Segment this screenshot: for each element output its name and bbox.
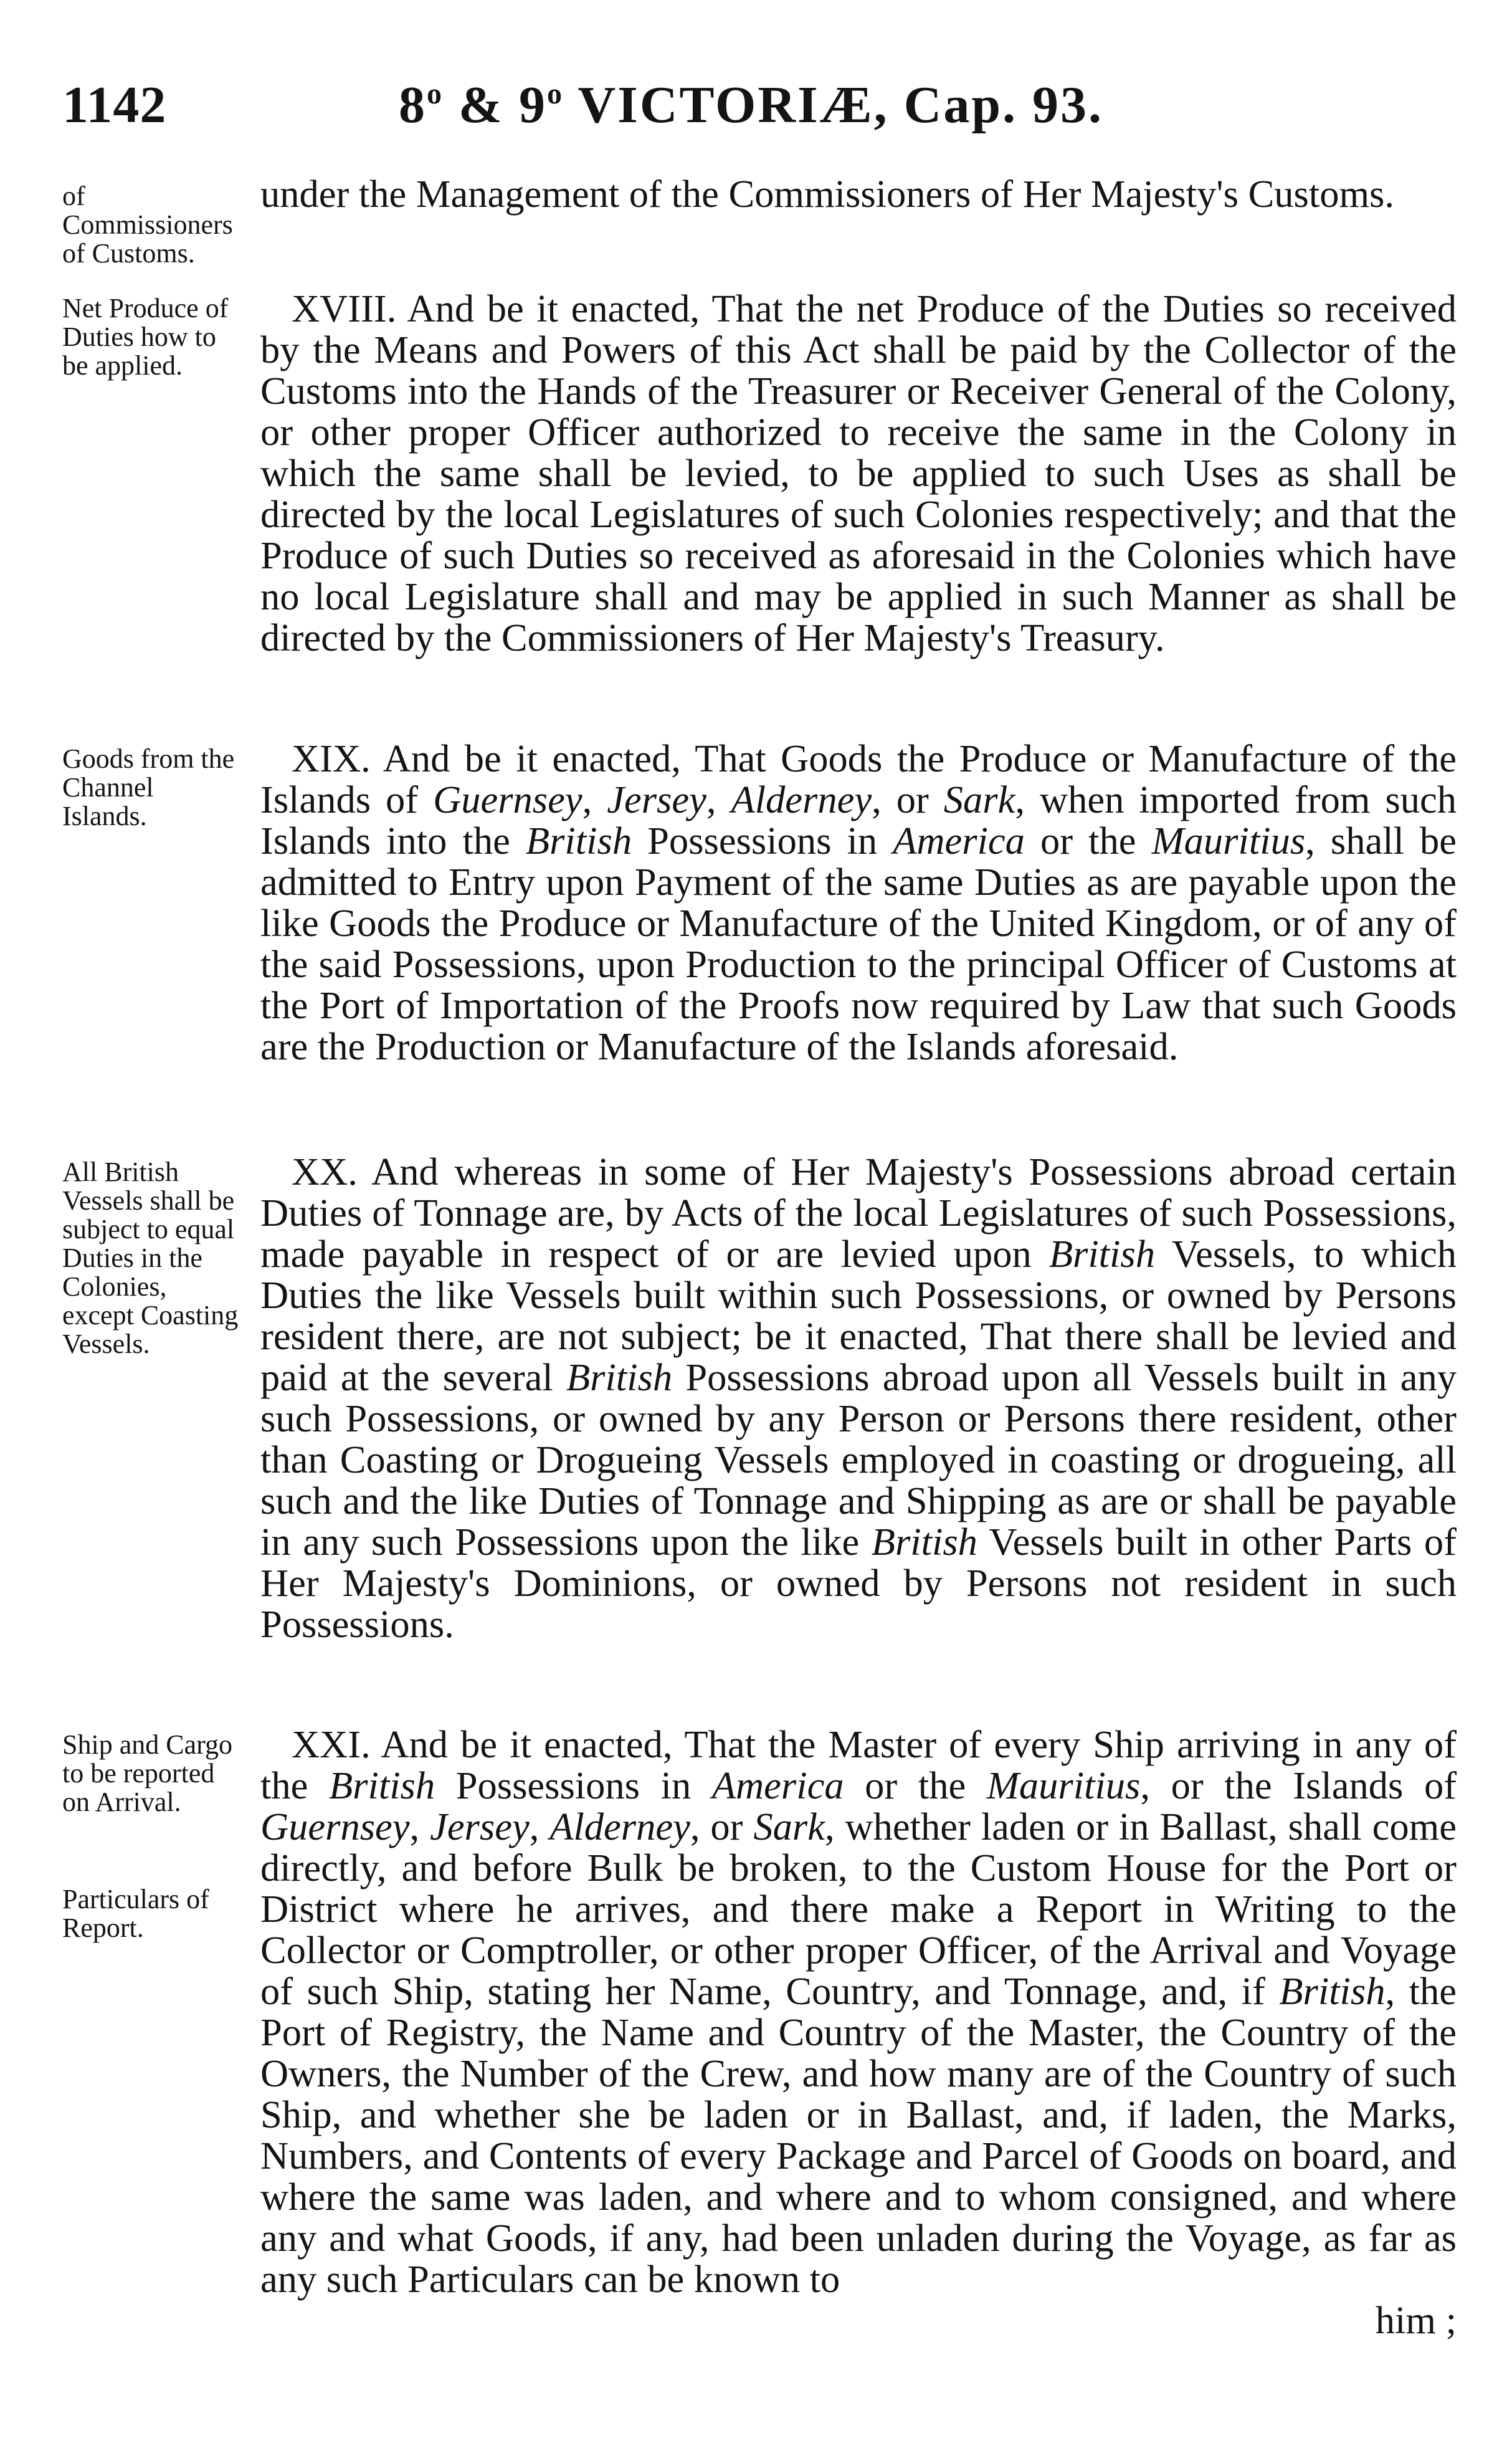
margin-note-british-vessels: All British Vessels shall be subject to equal Duties in the Colonies, except Coasting Vessels. (62, 1157, 239, 1359)
text-run: him ; (1375, 2298, 1457, 2342)
italic-run: Guernsey (260, 1805, 410, 1848)
italic-run: Sark (753, 1805, 825, 1848)
regnal-year-b-sup: o (546, 77, 564, 110)
section-paragraph (260, 288, 1457, 658)
italic-run: Jersey (607, 778, 706, 821)
italic-run: British (871, 1520, 977, 1564)
italic-run: America (711, 1764, 844, 1807)
italic-run: Jersey (430, 1805, 530, 1848)
regnal-year-a-sup: o (427, 77, 444, 110)
text-run: , whether laden or in Ballast, shall come directly, and before Bulk be broken, to the Custom House for the Port or District where he arrives, and there make a Report in Writing to the Collector or Comptroller, or other proper Officer, of the Arrival and Voyage of such Ship, stating her Name, Country, and Tonnage, and, if (260, 1805, 1457, 2013)
page-number: 1142 (62, 76, 167, 134)
text-run: , when imported from such Islands into the (260, 778, 1457, 862)
text-run: Possessions abroad upon all Vessels built in any such Possessions, or owned by any Person or Persons there resident, other than Coasting or Drogueing Vessels employed in coasting or drogueing, all such and the like Duties of Tonnage and Shipping as are or shall be payable in any such Possessions upon the like (260, 1355, 1457, 1564)
margin-note-commissioners: of Commissioners of Customs. (62, 181, 233, 269)
section-paragraph (260, 738, 1457, 1067)
italic-run: British (328, 1764, 435, 1807)
text-run: Possessions in (632, 819, 893, 862)
text-run: , or (690, 1805, 754, 1848)
section-paragraph (260, 1724, 1457, 2300)
margin-note-ship-report: Ship and Cargo to be reported on Arrival. (62, 1729, 232, 1817)
text-run: or the (844, 1764, 987, 1807)
section-xx (260, 1151, 1457, 1645)
regnal-year-b: 9 (518, 76, 547, 134)
text-run: Vessels built in other Parts of Her Majesty's Dominions, or owned by Persons not resident in such Possessions. (260, 1520, 1457, 1646)
italic-run: British (1048, 1232, 1155, 1276)
italic-run: Mauritius (986, 1764, 1141, 1807)
section-xxi (260, 1724, 1457, 2341)
section-continuation (260, 173, 1457, 214)
text-run: XX. And whereas in some of Her Majesty's Possessions abroad certain Duties of Tonnage are, by Acts of the local Legislatures of such Possessions, made payable in respect of or are levied upon (260, 1150, 1457, 1276)
italic-run: British (566, 1355, 673, 1399)
section-last-line (260, 2300, 1457, 2341)
margin-note-channel-islands: Goods from the Channel Islands. (62, 743, 235, 831)
running-title (399, 75, 1103, 135)
text-run: or the (1024, 819, 1152, 862)
text-run: Possessions in (435, 1764, 712, 1807)
italic-run: Guernsey (433, 778, 582, 821)
text-run: XXI. And be it enacted, That the Master of every Ship arriving in any of the (260, 1722, 1457, 1807)
text-run: , (706, 778, 731, 821)
text-run: , (409, 1805, 430, 1848)
margin-note-particulars: Particulars of Report. (62, 1884, 209, 1943)
act-title: VICTORIÆ, Cap. 93. (578, 76, 1104, 134)
italic-run: Mauritius (1151, 819, 1306, 862)
text-run: , or (872, 778, 944, 821)
text-run: , the Port of Registry, the Name and Country of the Master, the Country of the Owners, the Number of the Crew, and how many are of the Country of such Ship, and whether she be laden or in Ballast, and, if laden, the Marks, Numbers, and Contents of every Package and Parcel of Goods on board, and where the same was laden, and where and to whom consigned, and where any and what Goods, if any, had been unladen during the Voyage, as far as any such Particulars can be known to (260, 1969, 1457, 2301)
section-xviii (260, 288, 1457, 658)
italic-run: British (1279, 1969, 1386, 2013)
italic-run: Sark (943, 778, 1015, 821)
section-paragraph (260, 1151, 1457, 1645)
margin-note-net-produce: Net Produce of Duties how to be applied. (62, 293, 229, 381)
ampersand: & (459, 76, 504, 134)
text-run: XIX. And be it enacted, That Goods the Produce or Manufacture of the Islands of (260, 737, 1457, 821)
text-run: , or the Islands of (1140, 1764, 1457, 1807)
italic-run: Alderney (731, 778, 872, 821)
section-paragraph: under the Management of the Commissioners of Her Majesty's Customs. (260, 172, 1395, 216)
italic-run: Alderney (549, 1805, 690, 1848)
text-run: Vessels, to which Duties the like Vessels built within such Possessions, or owned by Persons resident there, are not subject; be it enacted, That there shall be levied and paid at the several (260, 1232, 1457, 1399)
text-run: , (529, 1805, 550, 1848)
italic-run: British (525, 819, 632, 862)
italic-run: America (893, 819, 1025, 862)
text-run: , (582, 778, 607, 821)
section-xix (260, 738, 1457, 1067)
regnal-year-a: 8 (399, 76, 427, 134)
section-text: XVIII. And be it enacted, That the net Produce of the Duties so received by the Means and Powers of this Act shall be paid by the Collector of the Customs into the Hands of the Treasurer or Receiver General of the Colony, or other proper Officer authorized to receive the same in the Colony in which the same shall be levied, to be applied to such Uses as shall be directed by the local Legislatures of such Colonies respectively; and that the Produce of such Duties so received as aforesaid in the Colonies which have no local Legislature shall and may be applied in such Manner as shall be directed by the Commissioners of Her Majesty's Treasury. (260, 287, 1457, 659)
text-run: , shall be admitted to Entry upon Payment of the same Duties as are payable upon the like Goods the Produce or Manufacture of the United Kingdom, or of any of the said Possessions, upon Production to the principal Officer of Customs at the Port of Importation of the Proofs now required by Law that such Goods are the Production or Manufacture of the Islands aforesaid. (260, 819, 1457, 1068)
running-header (0, 75, 1512, 150)
